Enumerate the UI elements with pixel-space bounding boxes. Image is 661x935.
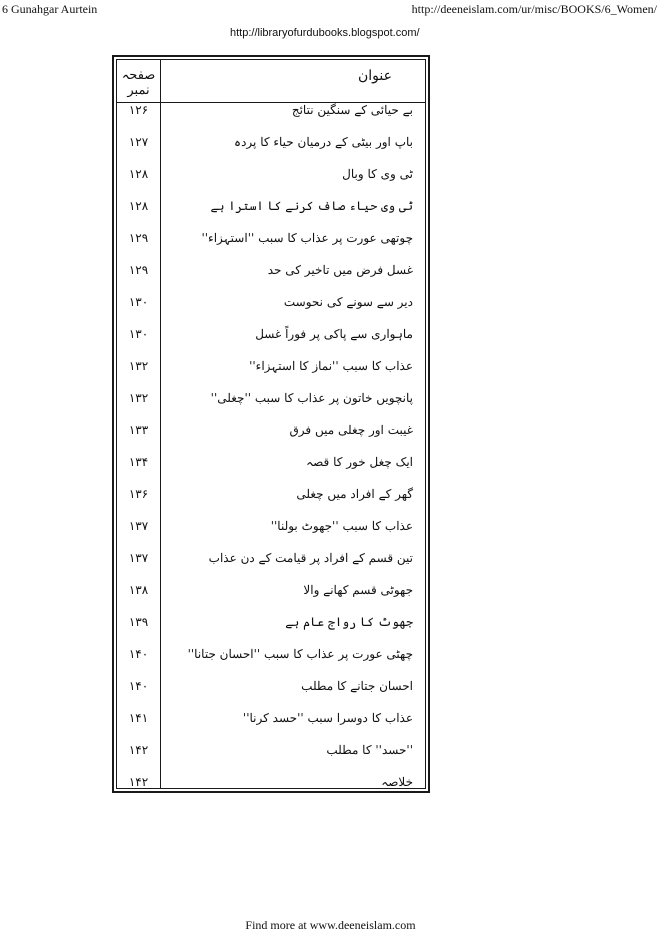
toc-row [117,322,425,346]
toc-row-title: ٹی وی کا وبال [342,167,413,181]
toc-row-page-number: ۱۳۳ [128,423,149,437]
toc-row-page-number: ۱۳۷ [128,519,149,533]
toc-header-title: عنوان [358,68,392,84]
footer-text: Find more at www.deeneislam.com [245,918,416,932]
toc-row [117,738,425,762]
blog-url: http://libraryofurdubooks.blogspot.com/ [230,27,420,39]
toc-row [117,258,425,282]
toc-row-page-number: ۱۴۲ [128,743,149,757]
toc-row-page-number: ۱۳۶ [128,487,149,501]
toc-row-title: پانچویں خاتون پر عذاب کا سبب ''چغلی'' [210,391,413,405]
toc-row-title: عذاب کا سبب ''نماز کا استہزاء'' [249,359,413,373]
toc-row-title: ماہواری سے پاکی پر فوراً غسل [255,327,413,341]
toc-row [117,98,425,122]
toc-row-title: تین قسم کے افراد پر قیامت کے دن عذاب [208,551,413,565]
toc-row-page-number: ۱۳۰ [128,327,149,341]
toc-row [117,290,425,314]
toc-row [117,386,425,410]
toc-row [117,418,425,442]
toc-row-page-number: ۱۳۰ [128,295,149,309]
toc-row [117,514,425,538]
toc-row [117,354,425,378]
toc-row-page-number: ۱۲۹ [128,231,149,245]
toc-row-page-number: ۱۳۲ [128,391,149,405]
toc-row-page-number: ۱۳۸ [128,583,149,597]
toc-row-page-number: ۱۳۷ [128,551,149,565]
toc-row-page-number: ۱۲۶ [128,103,149,117]
toc-row-title: باپ اور بیٹی کے درمیان حیاء کا پردہ [234,135,413,149]
toc-row-page-number: ۱۳۴ [128,455,149,469]
toc-row-title: عذاب کا سبب ''جھوٹ بولنا'' [270,519,413,533]
toc-row-title: غیبت اور چغلی میں فرق [289,423,413,437]
toc-row-title: جھوٹ کا رواج عام ہے [285,615,413,629]
toc-row-title: بے حیائی کے سنگین نتائج [291,103,413,117]
toc-row-title: غسل فرض میں تاخیر کی حد [267,263,413,277]
toc-row [117,130,425,154]
toc-row-title: خلاصہ [381,775,413,789]
toc-row-page-number: ۱۲۹ [128,263,149,277]
toc-row [117,674,425,698]
toc-row-page-number: ۱۴۰ [128,647,149,661]
header-url: http://deeneislam.com/ur/misc/BOOKS/6_Women/ [411,2,657,16]
toc-row-page-number: ۱۳۲ [128,359,149,373]
toc-row [117,770,425,794]
toc-row-title: چھٹی عورت پر عذاب کا سبب ''احسان جتانا'' [187,647,413,661]
toc-row-page-number: ۱۴۱ [128,711,149,725]
toc-row-title: ٹی وی حیاء صاف کرنے کا استرا ہے [210,199,413,213]
toc-row-page-number: ۱۲۷ [128,135,149,149]
toc-row-title: گھر کے افراد میں چغلی [296,487,413,501]
toc-row [117,610,425,634]
toc-row-title: ایک چغل خور کا قصہ [306,455,413,469]
toc-row [117,642,425,666]
toc-row-title: دیر سے سونے کی نحوست [283,295,413,309]
toc-row [117,546,425,570]
toc-row [117,482,425,506]
toc-row-page-number: ۱۴۲ [128,775,149,789]
toc-row-title: عذاب کا دوسرا سبب ''حسد کرنا'' [242,711,413,725]
toc-row-title: ''حسد'' کا مطلب [326,743,413,757]
toc-row-page-number: ۱۳۹ [128,615,149,629]
toc-row-page-number: ۱۲۸ [128,167,149,181]
toc-header-page-number: صفحہ نمبر [121,68,156,98]
toc-row [117,194,425,218]
header-document-title: 6 Gunahgar Aurtein [2,2,98,16]
toc-row [117,226,425,250]
toc-row-page-number: ۱۲۸ [128,199,149,213]
toc-row-title: جھوٹی قسم کھانے والا [303,583,413,597]
toc-row-title: چوتھی عورت پر عذاب کا سبب ''استہزاء'' [201,231,413,245]
toc-row [117,450,425,474]
toc-row-title: احسان جتانے کا مطلب [301,679,413,693]
toc-row [117,162,425,186]
toc-row [117,578,425,602]
toc-row [117,706,425,730]
toc-row-page-number: ۱۴۰ [128,679,149,693]
